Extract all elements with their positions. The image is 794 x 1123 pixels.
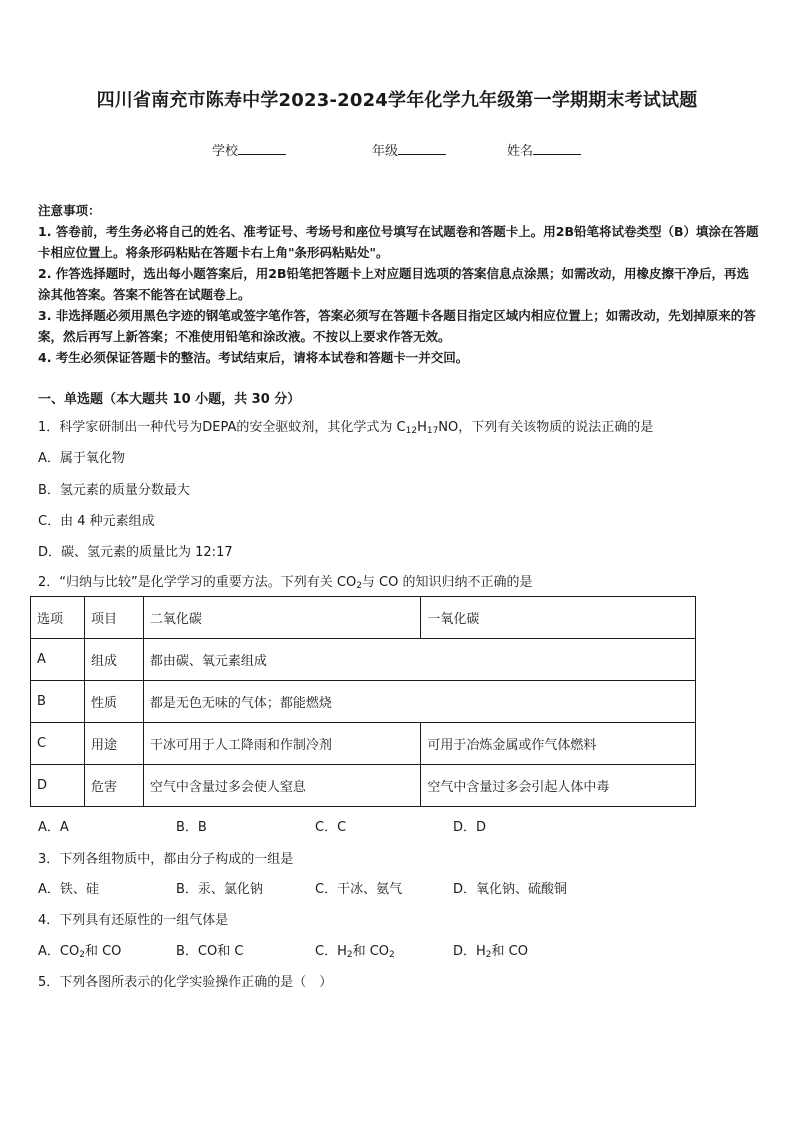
- name-label: 姓名: [507, 144, 534, 159]
- co-cell: 空气中含量过多会引起人体中毒: [421, 765, 696, 807]
- co2-cell: 干冰可用于人工降雨和作制冷剂: [143, 723, 421, 765]
- option-cell: B: [31, 681, 85, 723]
- question-3-option-d[interactable]: D．氧化钠、硫酸铜: [453, 882, 568, 897]
- school-blank[interactable]: [238, 141, 286, 155]
- section-heading: 一、单选题（本大题共 10 小题，共 30 分）: [38, 392, 301, 407]
- question-2-stem: 2．“归纳与比较”是化学学习的重要方法。下列有关 $CO_2$与 CO 的知识归纳不正确的是: [38, 575, 533, 591]
- question-1-stem: 1．科学家研制出一种代号为DEPA的安全驱蚊剂，其化学式为 $C_{12}H_{17}NO$，下列有关该物质的说法正确的是: [38, 420, 654, 436]
- item-cell: 组成: [84, 639, 143, 681]
- notice-block: [38, 200, 760, 368]
- item-cell: 性质: [84, 681, 143, 723]
- merged-cell: 都由碳、氧元素组成: [143, 639, 695, 681]
- merged-cell: 都是无色无味的气体；都能燃烧: [143, 681, 695, 723]
- notice-item-4: 4. 考生必须保证答题卡的整洁。考试结束后，请将本试卷和答题卡一并交回。: [38, 350, 469, 365]
- question-4-option-d[interactable]: D．$H_2$和 CO: [453, 944, 528, 960]
- question-1-option-d[interactable]: D．碳、氢元素的质量比为 12:17: [38, 545, 233, 560]
- school-field: [212, 140, 286, 159]
- question-2-option-d[interactable]: D．D: [453, 820, 487, 835]
- grade-label: 年级: [372, 144, 399, 159]
- question-4-option-b[interactable]: B．CO和 C: [176, 944, 244, 959]
- question-2-option-c[interactable]: C．C: [315, 820, 347, 835]
- option-cell: C: [31, 723, 85, 765]
- question-3-stem: 3．下列各组物质中，都由分子构成的一组是: [38, 852, 294, 867]
- table-row: [31, 723, 696, 765]
- table-row: [31, 681, 696, 723]
- header-cell: 二氧化碳: [143, 597, 421, 639]
- notice-item-3: 3. 非选择题必须用黑色字迹的钢笔或签字笔作答，答案必须写在答题卡各题目指定区域内相应位置上；如需改动，先划掉原来的答案，然后再写上新答案；不准使用铅笔和涂改液。不按以上要求作答无效。: [38, 308, 756, 344]
- item-cell: 危害: [84, 765, 143, 807]
- option-cell: D: [31, 765, 85, 807]
- table-row: [31, 765, 696, 807]
- co2-cell: 空气中含量过多会使人窒息: [143, 765, 421, 807]
- item-cell: 用途: [84, 723, 143, 765]
- question-1-option-a[interactable]: A．属于氧化物: [38, 451, 125, 466]
- question-3-option-b[interactable]: B．汞、氯化钠: [176, 882, 263, 897]
- grade-blank[interactable]: [398, 141, 446, 155]
- question-5-stem: 5．下列各图所表示的化学实验操作正确的是（ ）: [38, 975, 333, 990]
- notice-item-2: 2. 作答选择题时，选出每小题答案后，用2B铅笔把答题卡上对应题目选项的答案信息点涂黑；如需改动，用橡皮擦干净后，再选涂其他答案。答案不能答在试题卷上。: [38, 266, 750, 302]
- question-1-option-b[interactable]: B．氢元素的质量分数最大: [38, 483, 190, 498]
- table-header-row: [31, 597, 696, 639]
- question-4-option-a[interactable]: A．$CO_2$和 CO: [38, 944, 122, 960]
- question-2-option-b[interactable]: B．B: [176, 820, 207, 835]
- question-3-option-a[interactable]: A．铁、硅: [38, 882, 99, 897]
- header-cell: 一氧化碳: [421, 597, 696, 639]
- question-2-option-a[interactable]: A．A: [38, 820, 69, 835]
- comparison-table: [30, 596, 696, 807]
- name-blank[interactable]: [533, 141, 581, 155]
- question-3-option-c[interactable]: C．干冰、氨气: [315, 882, 403, 897]
- question-1-option-c[interactable]: C．由 4 种元素组成: [38, 514, 155, 529]
- header-cell: 项目: [84, 597, 143, 639]
- table-row: [31, 639, 696, 681]
- header-cell: 选项: [31, 597, 85, 639]
- name-field: [507, 140, 581, 159]
- school-label: 学校: [212, 144, 239, 159]
- notice-item-1: 1. 答卷前，考生务必将自己的姓名、准考证号、考场号和座位号填写在试题卷和答题卡上。用2B铅笔将试卷类型（B）填涂在答题卡相应位置上。将条形码粘贴在答题卡右上角"条形码粘贴处"。: [38, 224, 759, 260]
- co-cell: 可用于冶炼金属或作气体燃料: [421, 723, 696, 765]
- notice-heading: 注意事项：: [38, 203, 101, 218]
- question-4-option-c[interactable]: C．$H_2$和 $CO_2$: [315, 944, 395, 960]
- option-cell: A: [31, 639, 85, 681]
- grade-field: [372, 140, 446, 159]
- question-4-stem: 4．下列具有还原性的一组气体是: [38, 913, 229, 928]
- page-title: 四川省南充市陈寿中学2023-2024学年化学九年级第一学期期末考试试题: [96, 90, 698, 111]
